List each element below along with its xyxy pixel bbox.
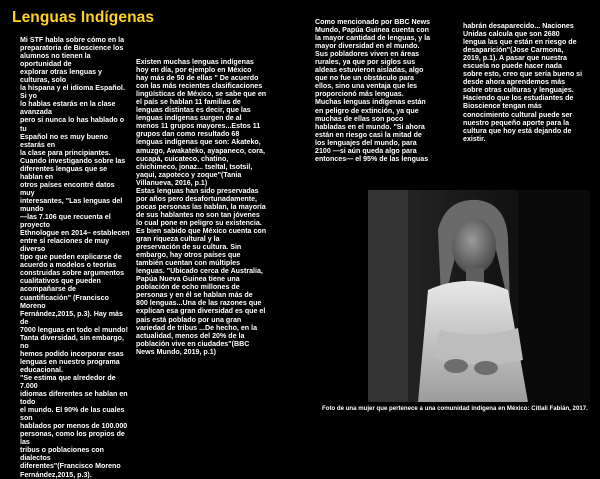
page-title: Lenguas Indígenas [12, 9, 155, 26]
text-column-1: Mi STF habla sobre cómo en la preparatoria de Bioscience los alumnos no tienen la oportunidad de explorar otras lenguas y culturas, solo la hispana y el idioma Español. Si yo lo hablas estarás en la clase avanzada pero si nunca lo has hablado o tu Español no es muy bueno estarás en la clase para principiantes. Cuando investigando sobre las diferentes lenguas que se hablan en otros países encontré datos muy interesantes, "Las lenguas del mundo —las 7.106 que recuenta el proyecto Ethnologue en 2014– establecen entre sí relaciones de muy diverso tipo que pueden explicarse de acuerdo a modelos o teorías construidas sobre argumentos cualitativos que pueden acompañarse de cuantificación" (Francisco Moreno Fernández,2015, p.3). Hay más de 7000 lenguas en todo el mundo! Tanta diversidad, sin embargo, no hemos podido incorporar esas lenguas en nuestro programa educacional. "Se estima que alrededor de 7.000 idiomas diferentes se hablan en todo el mundo. El 90% de las cuales son hablados por menos de 100.000 personas, como los propios de las tribus o poblaciones con dialectos diferentes"(Francisco Moreno Fernández,2015, p.3). [20, 36, 130, 479]
text-column-2: Existen muchas lenguas indígenas hoy en día, por ejemplo en México hay más de 50 de ellas " De acuerdo con las más recientes clasificaciones lingüísticas de México, se sabe que en el país se hablan 11 familias de lenguas distintas es decir, que las lenguas indígenas surgen de al menos 11 grupos mayores...Estos 11 grupos dan como resultado 68 lenguas indígenas que son: Akateko, amuzgo, Awakateko, ayapaneco, cora, cucapá, cuicateco, chatino, chichimeco, jonaz... tseltal, tsotsil, yaqui, zapoteco y zoque"(Tania Villanueva, 2016, p.1) Estas lenguas han sido preservadas por años pero desafortunadamente, pocas personas las hablan, la mayoría de sus hablantes no son tan jóvenes lo cual pone en peligro su existencia. Es bien sabido que México cuenta con gran riqueza cultural y la preservación de su cultura. Sin embargo, hay otros países que también cuentan con múltiples lenguas. "Ubicado cerca de Australia, Papúa Nueva Guinea tiene una población de ocho millones de personas y en él se hablan más de 800 lenguas...Una de las razones que explican esa gran diversidad es que el país está poblado por una gran variedad de tribus ...De hecho, en la actualidad, menos del 20% de la población vive en ciudades"(BBC News Mundo, 2019, p.1) [136, 58, 267, 356]
portrait-photo [368, 190, 590, 402]
photo-illustration [368, 190, 590, 402]
photo-caption: Foto de una mujer que pertenece a una comunidad indígena en México: Citlali Fabián, 2017. [322, 405, 588, 412]
text-column-4: habrán desaparecido... Naciones Unidas calcula que son 2680 lengua las que están en riesgo de desaparición"(Jose Carmona, 2019, p.1). A pasar que nuestra escuela no puede hacer nada sobre esto, creo que sería bueno si desde ahora aprendemos más sobre otras culturas y lenguajes. Haciendo que los estudiantes de Bioscience tengan más conocimiento cultural puede ser nuestro pequeño aporte para la cultura que hoy está dejando de existir. [463, 22, 583, 143]
text-column-3: Como mencionado por BBC News Mundo, Papúa Guinea cuenta con la mayor cantidad de lenguas, y la mayor diversidad en el mundo. Sus pobladores viven en áreas rurales, ya que por siglos sus aldeas estuvieron aisladas, algo que no fue un obstáculo para ellos, sino una ventaja que les proporcionó más lenguas. Muchas lenguas indígenas están en peligro de extinción, ya que muchas de ellas son poco habladas en el mundo. "Si ahora están en riesgo casi la mitad de los lenguajes del mundo, para 2100 —si aún queda algo para entonces— el 95% de las lenguas [315, 18, 431, 163]
